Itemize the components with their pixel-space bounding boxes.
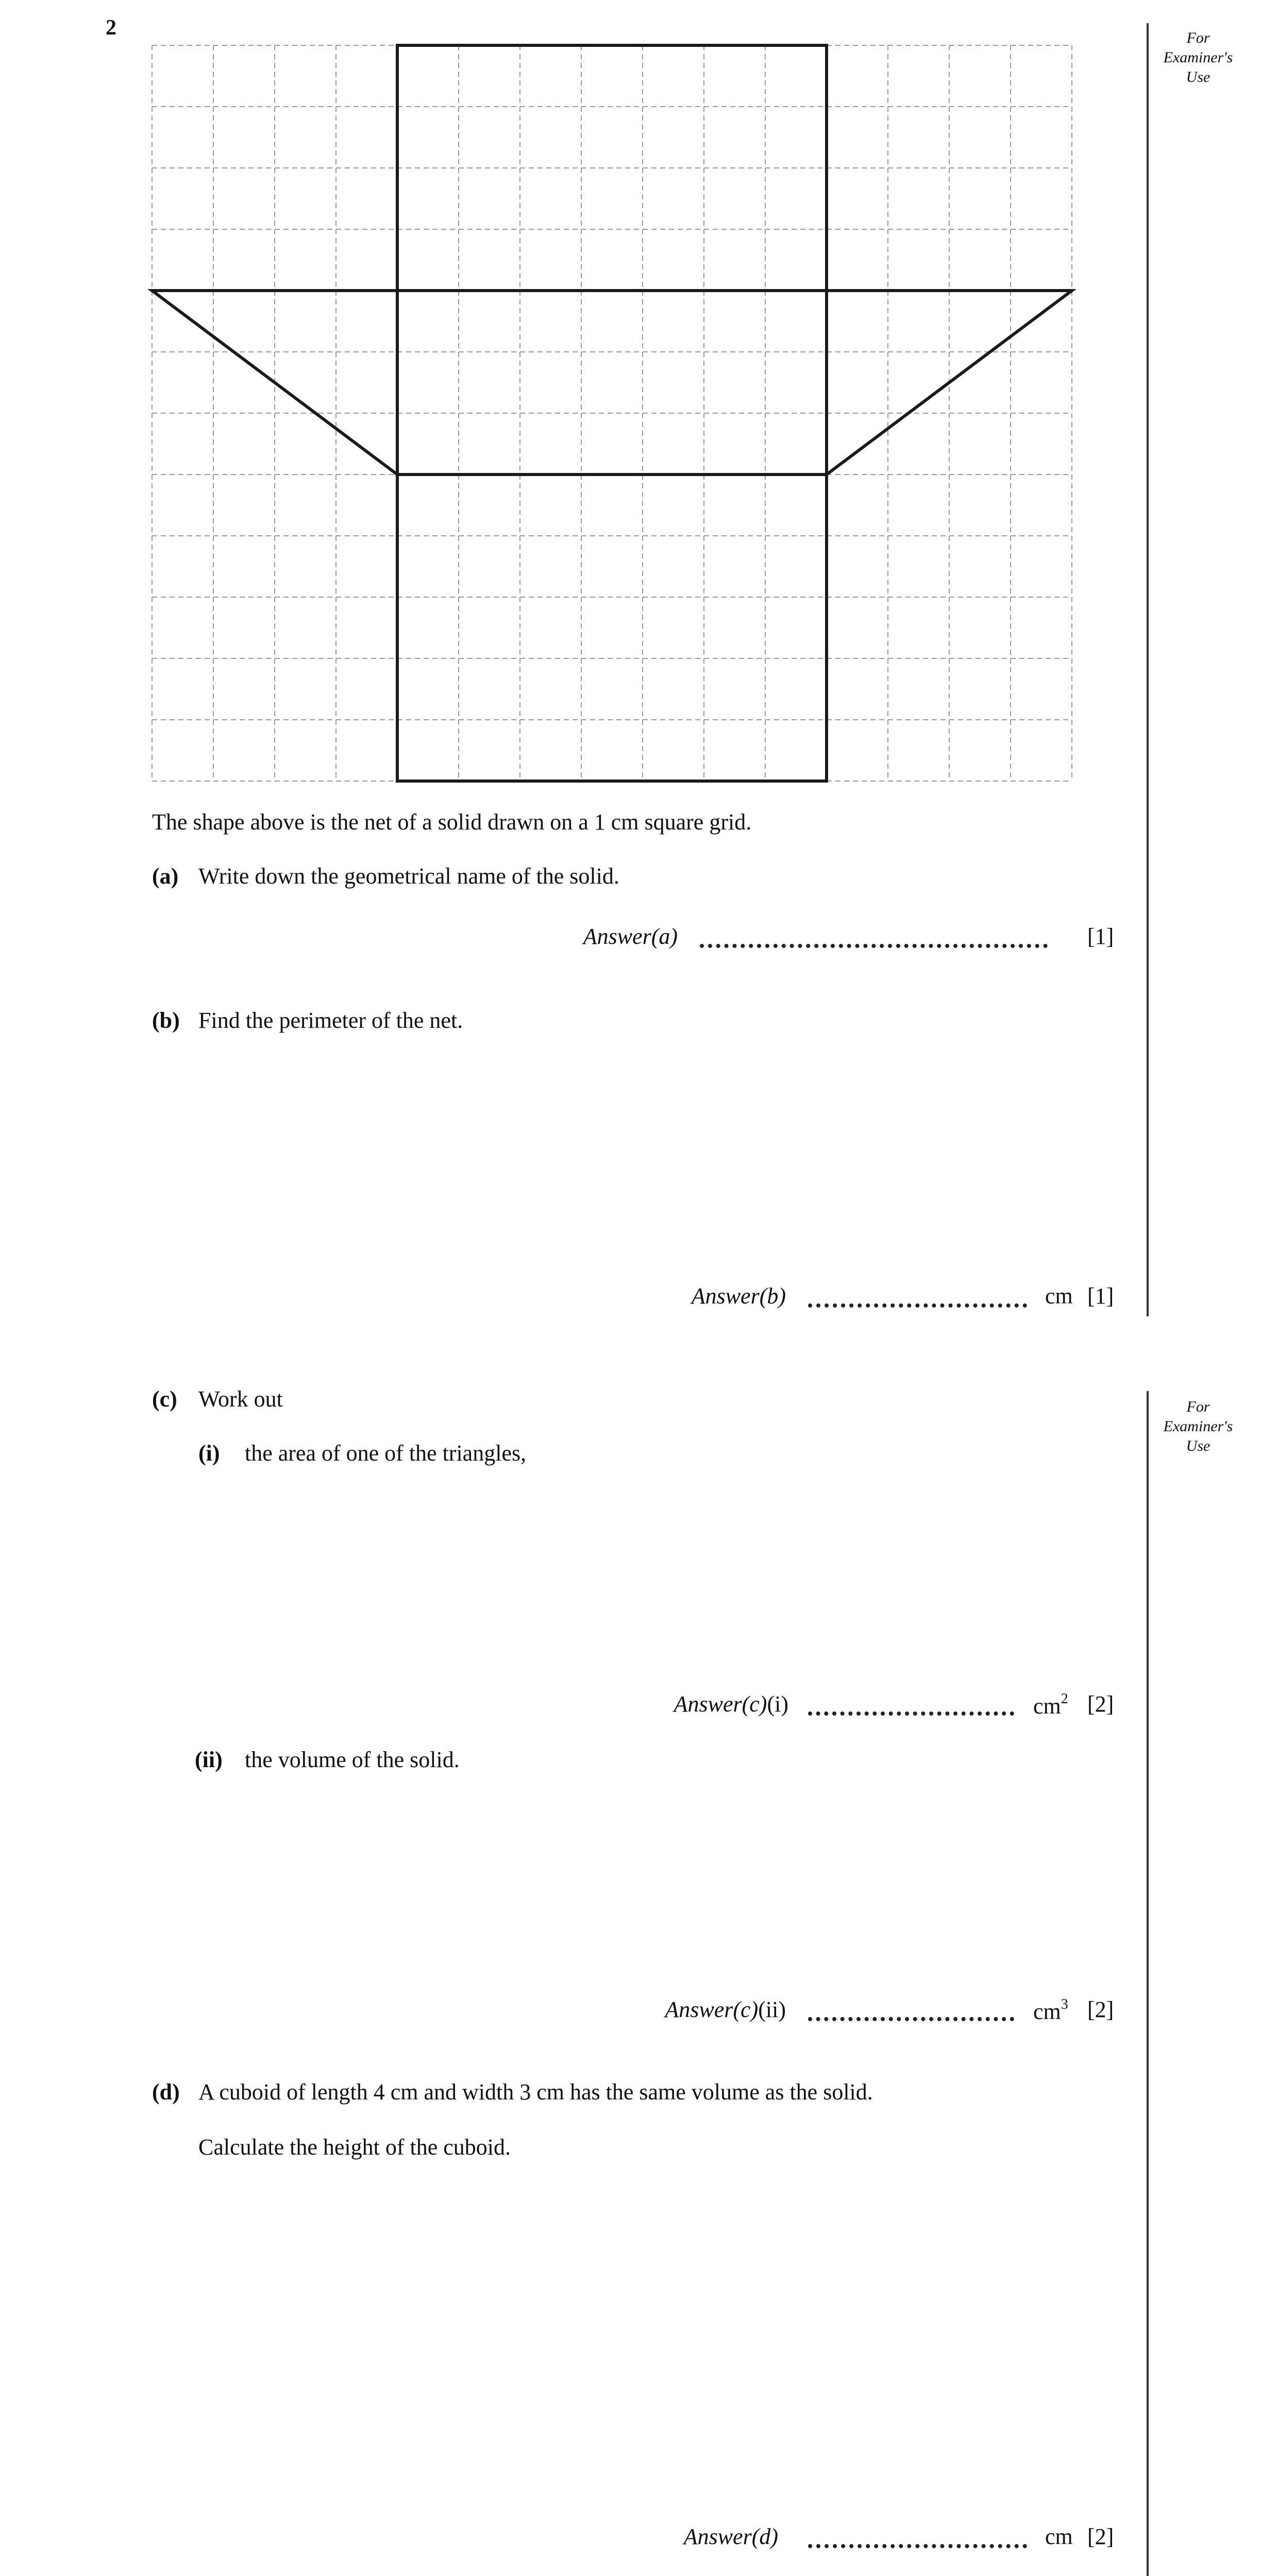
examiner-use-label-top — [1159, 28, 1237, 87]
answer-a-field[interactable] — [700, 944, 1048, 948]
answer-b-unit: cm — [1045, 1283, 1073, 1309]
answer-c-i-label-roman: (i) — [767, 1691, 788, 1717]
answer-c-i-label-main: Answer(c) — [674, 1691, 767, 1717]
part-c-ii-text: the volume of the solid. — [245, 1747, 460, 1772]
answer-d-field[interactable] — [808, 2544, 1027, 2548]
part-a-marks: [1] — [1087, 924, 1114, 949]
answer-b-field[interactable] — [808, 1303, 1027, 1308]
net-diagram — [152, 45, 1069, 781]
answer-c-ii-unit — [1033, 1996, 1068, 2025]
question-number: 2 — [106, 16, 116, 40]
part-c-question — [152, 1386, 283, 1412]
answer-b-label: Answer(b) — [691, 1283, 786, 1309]
part-c-i-label: (i) — [198, 1440, 220, 1466]
answer-d-label: Answer(d) — [683, 2524, 778, 2549]
part-b-text: Find the perimeter of the net. — [198, 1008, 463, 1033]
part-c-i-question — [198, 1440, 526, 1466]
intro-text: The shape above is the net of a solid drawn on a 1 cm square grid. — [152, 809, 752, 835]
examiner-label-line-1: For — [1186, 1398, 1210, 1415]
part-a-text: Write down the geometrical name of the solid. — [198, 863, 619, 889]
part-b-marks: [1] — [1087, 1283, 1114, 1309]
answer-c-ii-label — [577, 1996, 786, 2023]
part-c-ii-label: (ii) — [195, 1747, 223, 1772]
examiner-label-line-2: Examiner's — [1163, 1418, 1233, 1435]
answer-d-unit: cm — [1045, 2524, 1073, 2549]
part-c-ii-marks: [2] — [1087, 1997, 1114, 2022]
answer-c-ii-field[interactable] — [808, 2017, 1014, 2021]
part-a-question — [152, 863, 619, 889]
answer-c-i-label — [593, 1691, 788, 1717]
part-d-label: (d) — [152, 2079, 180, 2105]
examiner-label-line-3: Use — [1186, 1437, 1210, 1454]
part-b-label: (b) — [152, 1008, 180, 1033]
examiner-label-line-1: For — [1186, 29, 1210, 46]
answer-c-ii-label-roman: (ii) — [758, 1997, 786, 2022]
part-c-ii-question — [195, 1747, 460, 1773]
part-c-i-text: the area of one of the triangles, — [245, 1440, 527, 1466]
part-d-marks: [2] — [1087, 2524, 1114, 2549]
net-grid-svg — [152, 45, 1069, 781]
part-d-question — [152, 2079, 873, 2105]
answer-c-ii-label-main: Answer(c) — [665, 1997, 759, 2022]
answer-a-label: Answer(a) — [583, 924, 678, 949]
part-b-question — [152, 1007, 463, 1033]
answer-c-ii-unit-power: 3 — [1061, 1996, 1068, 2012]
part-d-text-2: Calculate the height of the cuboid. — [198, 2134, 511, 2160]
part-a-label: (a) — [152, 863, 179, 889]
part-c-text: Work out — [198, 1386, 283, 1412]
answer-c-i-unit — [1033, 1691, 1068, 1719]
examiner-label-line-3: Use — [1186, 69, 1210, 86]
answer-c-ii-unit-base: cm — [1033, 1999, 1061, 2024]
part-c-i-marks: [2] — [1087, 1691, 1114, 1717]
examiner-margin-line-top — [1147, 23, 1149, 1316]
answer-c-i-unit-base: cm — [1033, 1693, 1061, 1719]
answer-c-i-unit-power: 2 — [1061, 1691, 1068, 1707]
examiner-margin-line-bottom — [1147, 1391, 1149, 2576]
examiner-use-label-bottom — [1159, 1397, 1237, 1456]
part-c-label: (c) — [152, 1386, 177, 1412]
examiner-label-line-2: Examiner's — [1163, 49, 1233, 66]
part-d-text: A cuboid of length 4 cm and width 3 cm has the same volume as the solid. — [198, 2079, 873, 2105]
net-face-middle-rectangle — [397, 291, 827, 474]
answer-c-i-field[interactable] — [808, 1711, 1014, 1716]
net-face-bottom-rectangle — [397, 474, 827, 781]
